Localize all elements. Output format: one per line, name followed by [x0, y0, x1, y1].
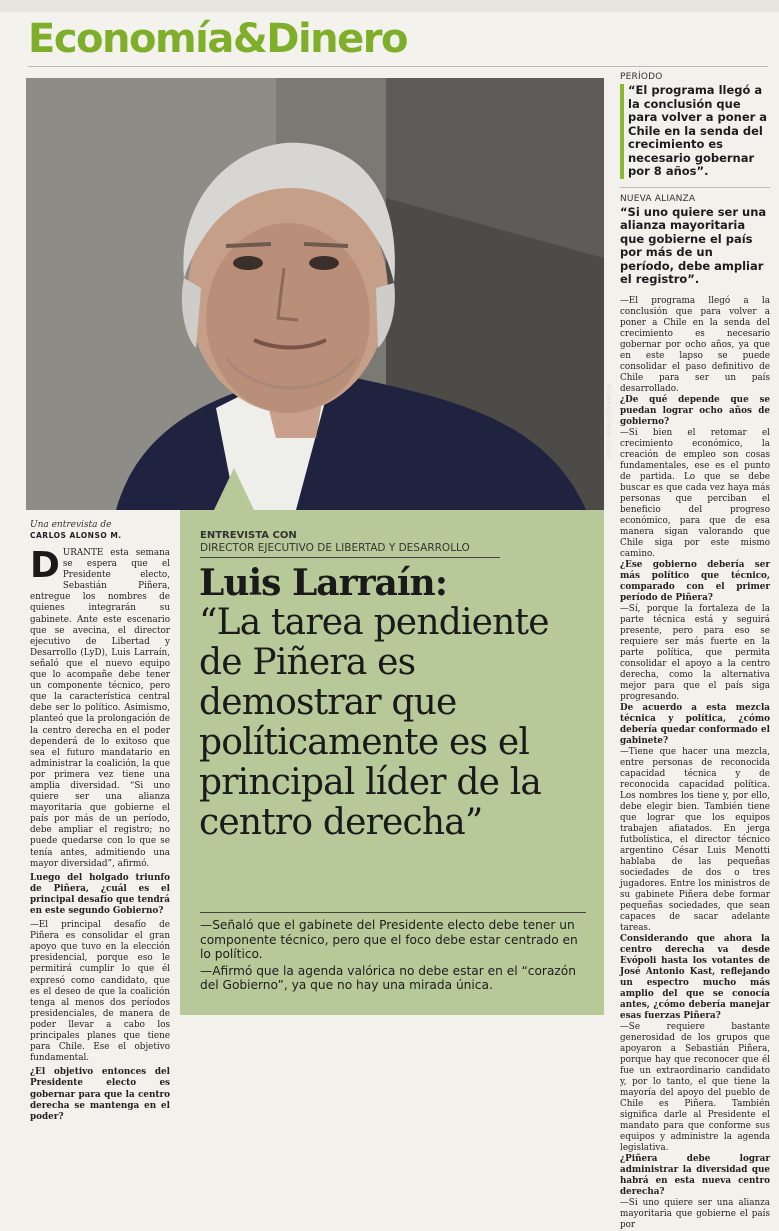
pullquote-column	[620, 72, 770, 287]
question: Considerando que ahora la centro derecha va desde Evópoli hasta los votantes de José Antonio Kast, reflejando un espectro mucho más amplio del que se conocía antes, ¿cómo debería manejar esas fuerzas Piñera?	[620, 934, 770, 1021]
portrait-photo	[26, 78, 613, 510]
pullquote-text: “El programa llegó a la conclusión que para volver a poner a Chile en la senda del crecimiento es necesario gobernar por 8 años”.	[620, 84, 770, 179]
lead-text: URANTE esta semana se espera que el Presidente electo, Sebastián Piñera, entregue los nombres de quienes integrarán su gabinete. Ante este escenario que se avecina, el director ejecutivo de Libertad y Desarrollo (LyD), Luis Larraín, señaló que el nuevo equipo que lo acompañe debe tener un componente técnico, pero que la característica central debe ser lo político. Asimismo, planteó que la prolongación de la centro derecha en el poder dependerá de lo exitoso que sea el futuro mandatario en administrar la coalición, la que por primera vez tiene una amplia diversidad. “Si uno quiere ser una alianza mayoritaria que gobierne el país por más de un período, debe ampliar el registro; no puede quedarse con lo que se tenía antes, admitiendo una mayor diversidad”, afirmó.	[30, 548, 170, 869]
summary-point: —Señaló que el gabinete del Presidente electo debe tener un componente técnico, pero que el foco debe estar centrado en lo político.	[200, 918, 578, 961]
byline-intro: Una entrevista de	[30, 520, 112, 530]
question: Luego del holgado triunfo de Piñera, ¿cuál es el principal desafío que tendrá en este segundo Gobierno?	[30, 872, 170, 916]
pullquote-periodo	[620, 72, 770, 179]
question: De acuerdo a esta mezcla técnica y política, ¿cómo debería quedar conformado el gabinete?	[620, 703, 770, 746]
headline	[199, 563, 601, 843]
portrait-illustration	[26, 78, 604, 510]
headline-quote: “La tarea pendiente de Piñera es demostrar que políticamente es el principal líder de la centro derecha”	[199, 602, 549, 843]
pullquote-label: NUEVA ALIANZA	[620, 193, 696, 204]
pullquote-text: “Si uno quiere ser una alianza mayoritaria que gobierne el país por más de un período, debe ampliar el registro”.	[620, 204, 767, 286]
photo-credit: FOTO: REINALDO UBILLA	[606, 383, 613, 458]
answer: —El programa llegó a la conclusión que para volver a poner a Chile en la senda del crecimiento es necesario gobernar por ocho años, ya que en este lapso se puede consolidar el paso definitivo de Chile para ser un país desarrollado.	[620, 296, 770, 394]
question: ¿De qué depende que se puedan lograr ocho años de gobierno?	[620, 395, 770, 427]
pullquote-alianza	[620, 194, 770, 287]
answer: —Sí, porque la fortaleza de la parte técnica está y seguirá presente, pero para eso se requiere ser más fuerte en la parte política, que permita consolidar el apoyo a la centro derecha, como la alternativa mejor para que el país siga progresando.	[620, 604, 770, 702]
section-title: Economía&Dinero	[28, 16, 407, 62]
answer: —El principal desafío de Piñera es consolidar el gran apoyo que tuvo en la elección presidencial, porque eso le permitirá cumplir lo que él expresó como candidato, que es el deseo de que la coalición tenga al menos dos períodos presidenciales, de manera de poder llevar a cabo los principales planes que tiene para Chile. Ese el objetivo fundamental.	[30, 920, 170, 1064]
masthead-rule	[28, 66, 768, 67]
masthead-band	[0, 0, 779, 12]
panel-notch	[214, 468, 254, 510]
lead-paragraph	[30, 545, 170, 870]
article-column-left	[30, 545, 170, 1126]
summary-rule	[200, 912, 586, 913]
answer: —Tiene que hacer una mezcla, entre personas de reconocida capacidad técnica y de reconocida capacidad política. Los nombres los tiene y, por ello, debe elegir bien. También tiene que lograr que los equipos trabajen afiatados. En jerga futbolística, el director técnico argentino César Luis Menotti hablaba de las pequeñas sociedades de dos o tres jugadores. Entre los ministros de su gabinete Piñera debe formar pequeñas sociedades, que sean capaces de sacar adelante tareas.	[620, 747, 770, 933]
byline-author: CARLOS ALONSO M.	[30, 531, 122, 540]
answer: —Se requiere bastante generosidad de los grupos que apoyaron a Sebastián Piñera, porque hay que reconocer que él fue un extraordinario candidato y, por lo tanto, el que tiene la mayoría del apoyo del pueblo de Chile es Piñera. También significa darle al Presidente el mandato para que conforme sus equipos y administre la agenda legislativa.	[620, 1022, 770, 1153]
pullquote-label: PERÍODO	[620, 72, 663, 82]
question: ¿Piñera debe lograr administrar la diversidad que habrá en esta nueva centro derecha?	[620, 1154, 770, 1197]
kicker-line1: ENTREVISTA CON	[200, 530, 297, 541]
pullquote-divider	[620, 187, 770, 188]
summary	[200, 918, 590, 995]
answer: —Si bien el retomar el crecimiento económico, la creación de empleo son cosas fundamentales, ese es el punto de partida. Lo que se debe buscar es que cada vez haya más personas que perciban el beneficio del progreso económico, para que de esa manera sigan valorando que Chile siga por este mismo camino.	[620, 428, 770, 559]
dropcap: D	[30, 545, 60, 586]
kicker-line2: DIRECTOR EJECUTIVO DE LIBERTAD Y DESARROLLO	[200, 542, 470, 554]
answer: —Si uno quiere ser una alianza mayoritaria que gobierne el país por	[620, 1198, 770, 1230]
question: ¿Ese gobierno debería ser más político que técnico, comparado con el primer período de Piñera?	[620, 560, 770, 603]
masthead	[0, 0, 779, 70]
article-column-right	[620, 296, 770, 1231]
headline-name: Luis Larraín:	[199, 562, 447, 604]
kicker-rule	[200, 557, 500, 558]
summary-point: —Afirmó que la agenda valórica no debe estar en el “corazón del Gobierno”, ya que no hay una mirada única.	[200, 963, 576, 992]
question: ¿El objetivo entonces del Presidente electo es gobernar para que la centro derecha se mantenga en el poder?	[30, 1067, 170, 1122]
